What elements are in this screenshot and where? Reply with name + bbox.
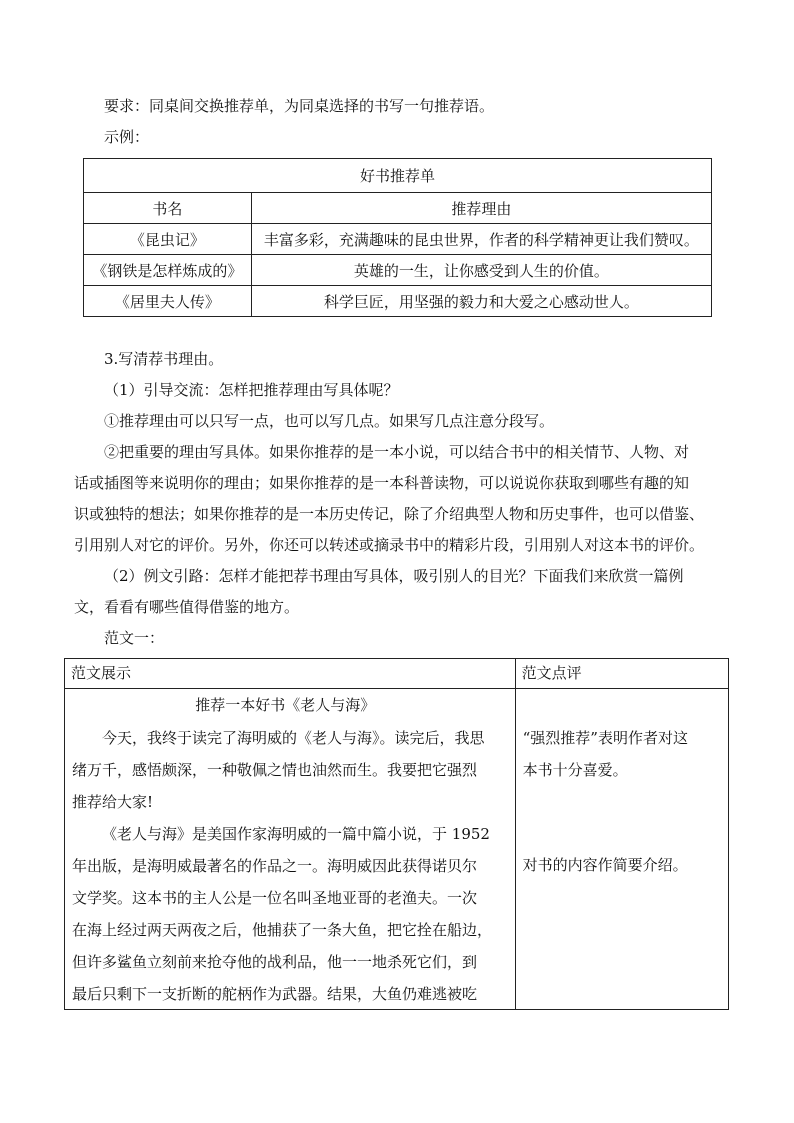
table-row <box>84 224 712 255</box>
comment-line: 本书十分喜爱。 <box>522 761 628 779</box>
point2-line: 引用别人对它的评价。另外，你还可以转述或摘录书中的精彩片段，引用别人对这本书的评价。 <box>74 536 705 554</box>
sample-label: 范文一： <box>104 629 165 647</box>
reason-cell: 科学巨匠，用坚强的毅力和大爱之心感动世人。 <box>251 286 711 317</box>
essay-line: 在海上经过两天两夜之后，他捕获了一条大鱼，把它拴在船边， <box>72 921 493 939</box>
example-label: 示例： <box>104 128 150 146</box>
item2-line: （2）例文引路：怎样才能把荐书理由写具体，吸引别人的目光？下面我们来欣赏一篇例 <box>104 567 684 585</box>
requirement-text: 要求：同桌间交换推荐单，为同桌选择的书写一句推荐语。 <box>104 97 495 115</box>
book-name-cell: 《昆虫记》 <box>84 224 252 255</box>
essay-line: 推荐给大家! <box>72 793 154 811</box>
sample-essay-table <box>64 658 729 1010</box>
book-name-cell: 《钢铁是怎样炼成的》 <box>84 255 252 286</box>
essay-line: 今天，我终于读完了海明威的《老人与海》。读完后，我思 <box>102 729 485 747</box>
table-header-row <box>84 193 712 224</box>
essay-line: 文学奖。这本书的主人公是一位名叫圣地亚哥的老渔夫。一次 <box>72 889 478 907</box>
essay-header-row <box>65 659 729 689</box>
essay-body-row <box>65 689 729 1010</box>
essay-title: 推荐一本好书《老人与海》 <box>195 696 376 714</box>
table-title: 好书推荐单 <box>84 159 712 193</box>
essay-line: 绪万千，感悟颇深，一种敬佩之情也油然而生。我要把它强烈 <box>72 761 478 779</box>
section3-item1: （1）引导交流：怎样把推荐理由写具体呢？ <box>104 381 399 399</box>
content-summary-comment: 对书的内容作简要介绍。 <box>522 856 688 874</box>
essay-line: 最后只剩下一支折断的舵柄作为武器。结果，大鱼仍难逃被吃 <box>72 985 478 1003</box>
book-recommendation-table <box>83 158 712 317</box>
essay-line: 《老人与海》是美国作家海明威的一篇中篇小说，于 1952 <box>102 825 490 843</box>
book-name-cell: 《居里夫人传》 <box>84 286 252 317</box>
point2-line: 识或独特的想法；如果你推荐的是一本历史传记，除了介绍典型人物和历史事件，也可以借鉴、 <box>74 505 705 523</box>
section3-heading: 3.写清荐书理由。 <box>104 350 224 368</box>
item2-line: 文，看看有哪些值得借鉴的地方。 <box>74 598 300 616</box>
comment-line: “强烈推荐”表明作者对这 <box>522 729 688 747</box>
column-header-book-name: 书名 <box>84 193 252 224</box>
essay-line: 年出版，是海明威最著名的作品之一。海明威因此获得诺贝尔 <box>72 857 478 875</box>
essay-line: 但许多鲨鱼立刻前来抢夺他的战利品，他一一地杀死它们，到 <box>72 953 478 971</box>
essay-body <box>65 689 516 1010</box>
point2-line: 话或插图等来说明你的理由；如果你推荐的是一本科普读物，可以说说你获取到哪些有趣的知 <box>74 474 690 492</box>
table-title-row <box>84 159 712 193</box>
essay-comment-header: 范文点评 <box>515 659 728 689</box>
essay-display-header: 范文展示 <box>65 659 516 689</box>
column-header-reason: 推荐理由 <box>251 193 711 224</box>
essay-comments <box>515 689 728 1010</box>
table-row <box>84 286 712 317</box>
section3-point1: ①推荐理由可以只写一点，也可以写几点。如果写几点注意分段写。 <box>104 412 555 430</box>
point2-line: ②把重要的理由写具体。如果你推荐的是一本小说，可以结合书中的相关情节、人物、对 <box>104 443 690 461</box>
reason-cell: 丰富多彩，充满趣味的昆虫世界，作者的科学精神更让我们赞叹。 <box>251 224 711 255</box>
reason-cell: 英雄的一生，让你感受到人生的价值。 <box>251 255 711 286</box>
table-row <box>84 255 712 286</box>
